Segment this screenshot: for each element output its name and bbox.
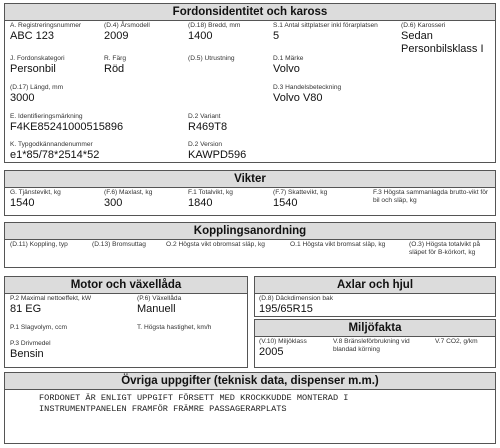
field-type-approval	[10, 141, 99, 162]
field-label: (D.11) Koppling, typ	[10, 241, 68, 248]
section-environment	[254, 319, 496, 368]
field-label: D.3 Handelsbeteckning	[273, 84, 342, 91]
field-value: Sedan	[401, 30, 433, 42]
field-version	[188, 141, 246, 162]
section-title: Motor och växellåda	[5, 277, 247, 294]
field-label: (D.4) Årsmodell	[104, 22, 150, 29]
field-label: (D.6) Karosseri	[401, 22, 446, 29]
field-brake-outlet	[92, 241, 146, 249]
field-env-class	[259, 338, 307, 359]
field-label: P.1 Slagvolym, ccm	[10, 324, 68, 331]
field-body-type	[401, 22, 484, 56]
field-length	[10, 84, 63, 105]
field-value: e1*85/78*2514*52	[10, 149, 100, 161]
field-value: 3000	[10, 92, 35, 104]
section-title: Kopplingsanordning	[5, 223, 495, 240]
field-value: KAWPD596	[188, 149, 247, 161]
section-other-info	[4, 372, 496, 444]
field-label: D.2 Variant	[188, 113, 221, 120]
field-vin	[10, 113, 123, 134]
field-label: S.1 Antal sittplatser inkl förarplatsen	[273, 22, 378, 29]
field-label: E. Identifieringsmärkning	[10, 113, 83, 120]
field-value: Röd	[104, 63, 125, 75]
field-total-weight	[188, 189, 233, 210]
field-value: Manuell	[137, 303, 176, 315]
field-label: O.1 Högsta vikt bromsat släp, kg	[290, 241, 386, 248]
field-value: 81 EG	[10, 303, 42, 315]
field-combined-weight	[373, 189, 493, 205]
field-co2	[435, 338, 478, 346]
field-label: (V.10) Miljöklass	[259, 338, 307, 345]
field-label: F.3 Högsta sammanlagda brutto-vikt för bil och släp, kg	[373, 189, 489, 204]
field-value: 300	[104, 197, 123, 209]
field-value: 1540	[273, 197, 298, 209]
section-axles-wheels	[254, 276, 496, 317]
field-braked-trailer	[290, 241, 385, 249]
field-label: (D.18) Bredd, mm	[188, 22, 241, 29]
section-title: Axlar och hjul	[255, 277, 495, 294]
field-gearbox	[137, 295, 181, 316]
field-label: J. Fordonskategori	[10, 55, 65, 62]
field-label: D.2 Version	[188, 141, 223, 148]
section-weights	[4, 170, 496, 216]
field-value: 5	[273, 30, 280, 42]
field-label: G. Tjänstevikt, kg	[10, 189, 61, 196]
field-label: D.1 Märke	[273, 55, 304, 62]
field-max-load	[104, 189, 152, 210]
field-value-2: Personbilsklass I	[401, 43, 484, 55]
section-engine	[4, 276, 248, 368]
field-category	[10, 55, 65, 76]
field-label: V.8 Bränsleförbrukning vid blandad körning	[333, 338, 410, 353]
field-color	[104, 55, 126, 76]
field-registration	[10, 22, 81, 43]
field-value: 2005	[259, 346, 284, 358]
section-coupling	[4, 222, 496, 268]
section-title: Vikter	[5, 171, 495, 188]
field-label: O.2 Högsta vikt obromsat släp, kg	[166, 241, 265, 248]
field-rear-tire	[259, 295, 333, 316]
field-label: A. Registreringsnummer	[10, 22, 82, 29]
field-label: (D.13) Bromsuttag	[92, 241, 146, 248]
field-label: T. Högsta hastighet, km/h	[137, 324, 212, 331]
field-label: (O.3) Högsta totalvikt på släpet för B-körkort, kg	[409, 241, 481, 256]
section-title: Övriga uppgifter (teknisk data, dispenser m.m.)	[5, 373, 495, 390]
field-equipment	[188, 55, 235, 63]
field-value: 1400	[188, 30, 213, 42]
notes-line-1: FORDONET ÄR ENLIGT UPPGIFT FÖRSETT MED KROCKKUDDE MONTERAD I	[39, 393, 349, 403]
field-value: Bensin	[10, 348, 44, 360]
field-model-year	[104, 22, 150, 43]
field-seats	[273, 22, 378, 43]
field-label: P.2 Maximal nettoeffekt, kW	[10, 295, 92, 302]
field-label: (D.5) Utrustning	[188, 55, 235, 62]
field-make	[273, 55, 303, 76]
field-variant	[188, 113, 227, 134]
field-width	[188, 22, 240, 43]
field-max-power	[10, 295, 91, 316]
field-label: (P.6) Växellåda	[137, 295, 182, 302]
field-value: 1540	[10, 197, 35, 209]
notes-line-2: INSTRUMENTPANELEN FRAMFÖR FRÄMRE PASSAGERARPLATS	[39, 404, 287, 414]
field-top-speed	[137, 324, 211, 332]
field-label: (F.6) Maxlast, kg	[104, 189, 153, 196]
field-fuel	[10, 340, 51, 361]
field-trade-name	[273, 84, 341, 105]
field-tax-weight	[273, 189, 327, 210]
field-value: R469T8	[188, 121, 228, 133]
field-displacement	[10, 324, 67, 332]
field-label: F.1 Totalvikt, kg	[188, 189, 233, 196]
field-value: ABC 123	[10, 30, 55, 42]
section-title: Miljöfakta	[255, 320, 495, 337]
notes-text	[39, 393, 348, 415]
field-coupling-type	[10, 241, 68, 249]
field-value: 2009	[104, 30, 129, 42]
field-value: F4KE85241000515896	[10, 121, 124, 133]
field-value: Volvo V80	[273, 92, 323, 104]
field-label: K. Typgodkännandenummer	[10, 141, 93, 148]
field-fuel-consumption	[333, 338, 423, 354]
field-unbraked-trailer	[166, 241, 265, 249]
field-b-license-trailer	[409, 241, 495, 257]
field-label: (D.17) Längd, mm	[10, 84, 64, 91]
field-label: (D.8) Däckdimension bak	[259, 295, 334, 302]
field-value: Personbil	[10, 63, 56, 75]
field-label: P.3 Drivmedel	[10, 340, 51, 347]
field-label: (F.7) Skattevikt, kg	[273, 189, 328, 196]
field-value: Volvo	[273, 63, 300, 75]
section-vehicle-identity	[4, 3, 496, 163]
field-label: V.7 CO2, g/km	[435, 338, 478, 345]
field-service-weight	[10, 189, 61, 210]
field-label: R. Färg	[104, 55, 126, 62]
field-value: 1840	[188, 197, 213, 209]
section-title: Fordonsidentitet och kaross	[5, 4, 495, 21]
field-value: 195/65R15	[259, 303, 313, 315]
